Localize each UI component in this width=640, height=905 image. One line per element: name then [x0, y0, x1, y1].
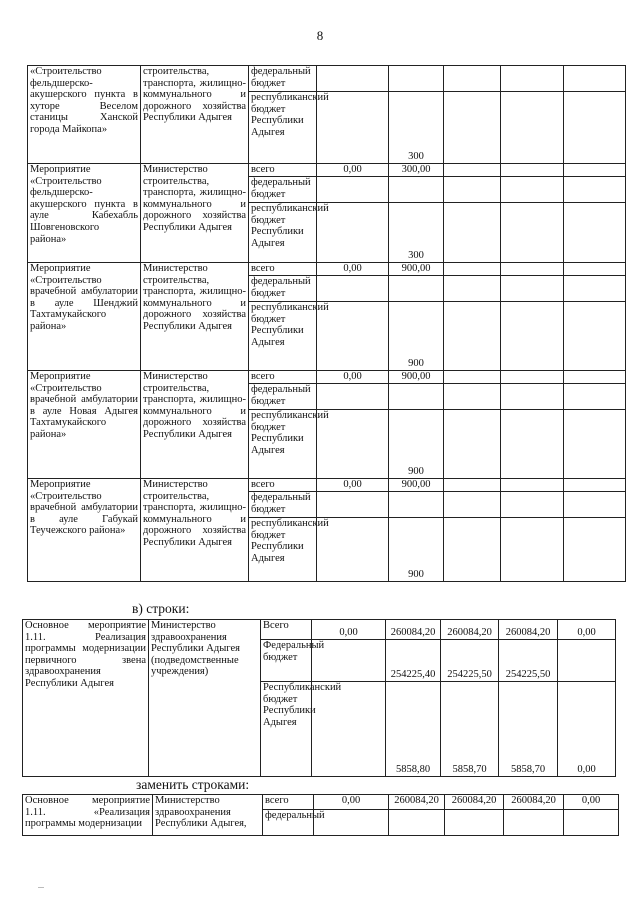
table-cell-source: республиканский бюджет Республики Адыгея — [249, 410, 317, 479]
table-cell-value: 900 — [389, 410, 444, 479]
table-cell-value: 900 — [389, 302, 444, 371]
table-cell-value: 900,00 — [389, 263, 444, 276]
table-cell-value — [389, 66, 444, 92]
page-number: 8 — [316, 28, 324, 43]
table-cell-executor: строительства, транспорта, жилищно-коммунального и дорожного хозяйства Республики Адыгея — [141, 66, 249, 164]
table-cell-value — [558, 640, 616, 682]
table-cell-value: 0,00 — [312, 620, 386, 640]
top-table — [27, 65, 626, 582]
table-cell-value: 300 — [389, 92, 444, 164]
table-cell-event: Мероприятие «Строительство врачебной амбулатории в ауле Шенджий Тахтамукайского района» — [28, 263, 141, 371]
table-cell-value: 0,00 — [314, 795, 389, 810]
table-cell-source: федеральный бюджет — [249, 66, 317, 92]
table-cell-value: 260084,20 — [499, 620, 558, 640]
table-cell-event: Мероприятие «Строительство фельдшерско-акушерского пункта в ауле Кабехабль Шовгеновского района» — [28, 164, 141, 263]
table-cell-source: федеральный бюджет — [249, 177, 317, 203]
table-cell-value: 900 — [389, 518, 444, 582]
table-cell-value: 0,00 — [317, 164, 389, 177]
table-cell-source: всего — [249, 164, 317, 177]
table-cell-source: всего — [249, 371, 317, 384]
table-cell-value: 260084,20 — [389, 795, 445, 810]
table-cell-source: федеральный бюджет — [249, 276, 317, 302]
table-cell-value — [445, 810, 504, 836]
table-cell-event: Основное мероприятие 1.11. Реализация программы модернизации первичного звена здравоохранения Республики Адыгея — [23, 620, 149, 777]
table-cell-value: 260084,20 — [441, 620, 499, 640]
table-cell-value — [564, 810, 619, 836]
table-cell-source: федеральный — [263, 810, 314, 836]
table-cell-source: всего — [249, 263, 317, 276]
table-cell-value: 300 — [389, 203, 444, 263]
table-cell-value: 260084,20 — [386, 620, 441, 640]
caption-rows: в) строки: — [132, 601, 190, 616]
table-cell-value: 260084,20 — [504, 795, 564, 810]
table-cell-executor: Министерство строительства, транспорта, жилищно-коммунального и дорожного хозяйства Республики Адыгея — [141, 479, 249, 582]
table-cell-value: 0,00 — [564, 795, 619, 810]
table-cell-executor: Министерство здравоохранения Республики Адыгея (подведомственные учреждения) — [149, 620, 261, 777]
table-cell-value — [389, 177, 444, 203]
table-cell-event: «Строительство фельдшерско-акушерского пункта в хуторе Веселом станицы Ханской города Майкопа» — [28, 66, 141, 164]
table-cell-value — [317, 384, 389, 410]
table-cell-source: республиканский бюджет Республики Адыгея — [249, 203, 317, 263]
table-cell-value — [317, 276, 389, 302]
table-cell-value: 900,00 — [389, 479, 444, 492]
mid-table — [22, 619, 616, 777]
table-cell-source: федеральный бюджет — [249, 492, 317, 518]
table-cell-value — [317, 66, 389, 92]
table-cell-event: Основное мероприятие 1.11. «Реализация программы модернизации — [23, 795, 153, 836]
table-cell-source: республиканский бюджет Республики Адыгея — [249, 302, 317, 371]
table-cell-value: 254225,40 — [386, 640, 441, 682]
table-cell-source: республиканский бюджет Республики Адыгея — [249, 518, 317, 582]
table-cell-value — [389, 384, 444, 410]
table-cell-value — [504, 810, 564, 836]
table-cell-source: всего — [249, 479, 317, 492]
table-cell-value — [317, 177, 389, 203]
bottom-table — [22, 794, 619, 836]
table-cell-executor: Министерство здравоохранения Республики Адыгея, — [153, 795, 263, 836]
table-cell-value: 254225,50 — [441, 640, 499, 682]
table-cell-value: 5858,80 — [386, 682, 441, 777]
table-cell-source: Всего — [261, 620, 312, 640]
table-cell-value: 0,00 — [317, 479, 389, 492]
table-cell-source: федеральный бюджет — [249, 384, 317, 410]
table-cell-value: 0,00 — [317, 263, 389, 276]
table-cell-value: 260084,20 — [445, 795, 504, 810]
scan-mark — [38, 887, 44, 888]
table-cell-value: 900,00 — [389, 371, 444, 384]
table-cell-value — [312, 682, 386, 777]
table-cell-value: 254225,50 — [499, 640, 558, 682]
table-cell-event: Мероприятие «Строительство врачебной амбулатории в ауле Габукай Теучежского района» — [28, 479, 141, 582]
table-cell-source: Федеральный бюджет — [261, 640, 312, 682]
table-cell-source: республиканский бюджет Республики Адыгея — [249, 92, 317, 164]
table-cell-value: 0,00 — [558, 620, 616, 640]
caption-replace: заменить строками: — [136, 777, 250, 792]
table-cell-value: 300,00 — [389, 164, 444, 177]
table-cell-executor: Министерство строительства, транспорта, жилищно-коммунального и дорожного хозяйства Республики Адыгея — [141, 371, 249, 479]
table-cell-value: 5858,70 — [441, 682, 499, 777]
table-cell-value — [389, 276, 444, 302]
table-cell-source: Республиканский бюджет Республики Адыгея — [261, 682, 312, 777]
table-cell-value: 0,00 — [558, 682, 616, 777]
table-cell-value — [317, 492, 389, 518]
table-cell-executor: Министерство строительства, транспорта, жилищно-коммунального и дорожного хозяйства Республики Адыгея — [141, 164, 249, 263]
table-cell-value — [389, 810, 445, 836]
table-cell-event: Мероприятие «Строительство врачебной амбулатории в ауле Новая Адыгея Тахтамукайского района» — [28, 371, 141, 479]
table-cell-value: 0,00 — [317, 371, 389, 384]
table-cell-value — [389, 492, 444, 518]
table-cell-source: всего — [263, 795, 314, 810]
table-cell-executor: Министерство строительства, транспорта, жилищно-коммунального и дорожного хозяйства Республики Адыгея — [141, 263, 249, 371]
table-cell-value: 5858,70 — [499, 682, 558, 777]
